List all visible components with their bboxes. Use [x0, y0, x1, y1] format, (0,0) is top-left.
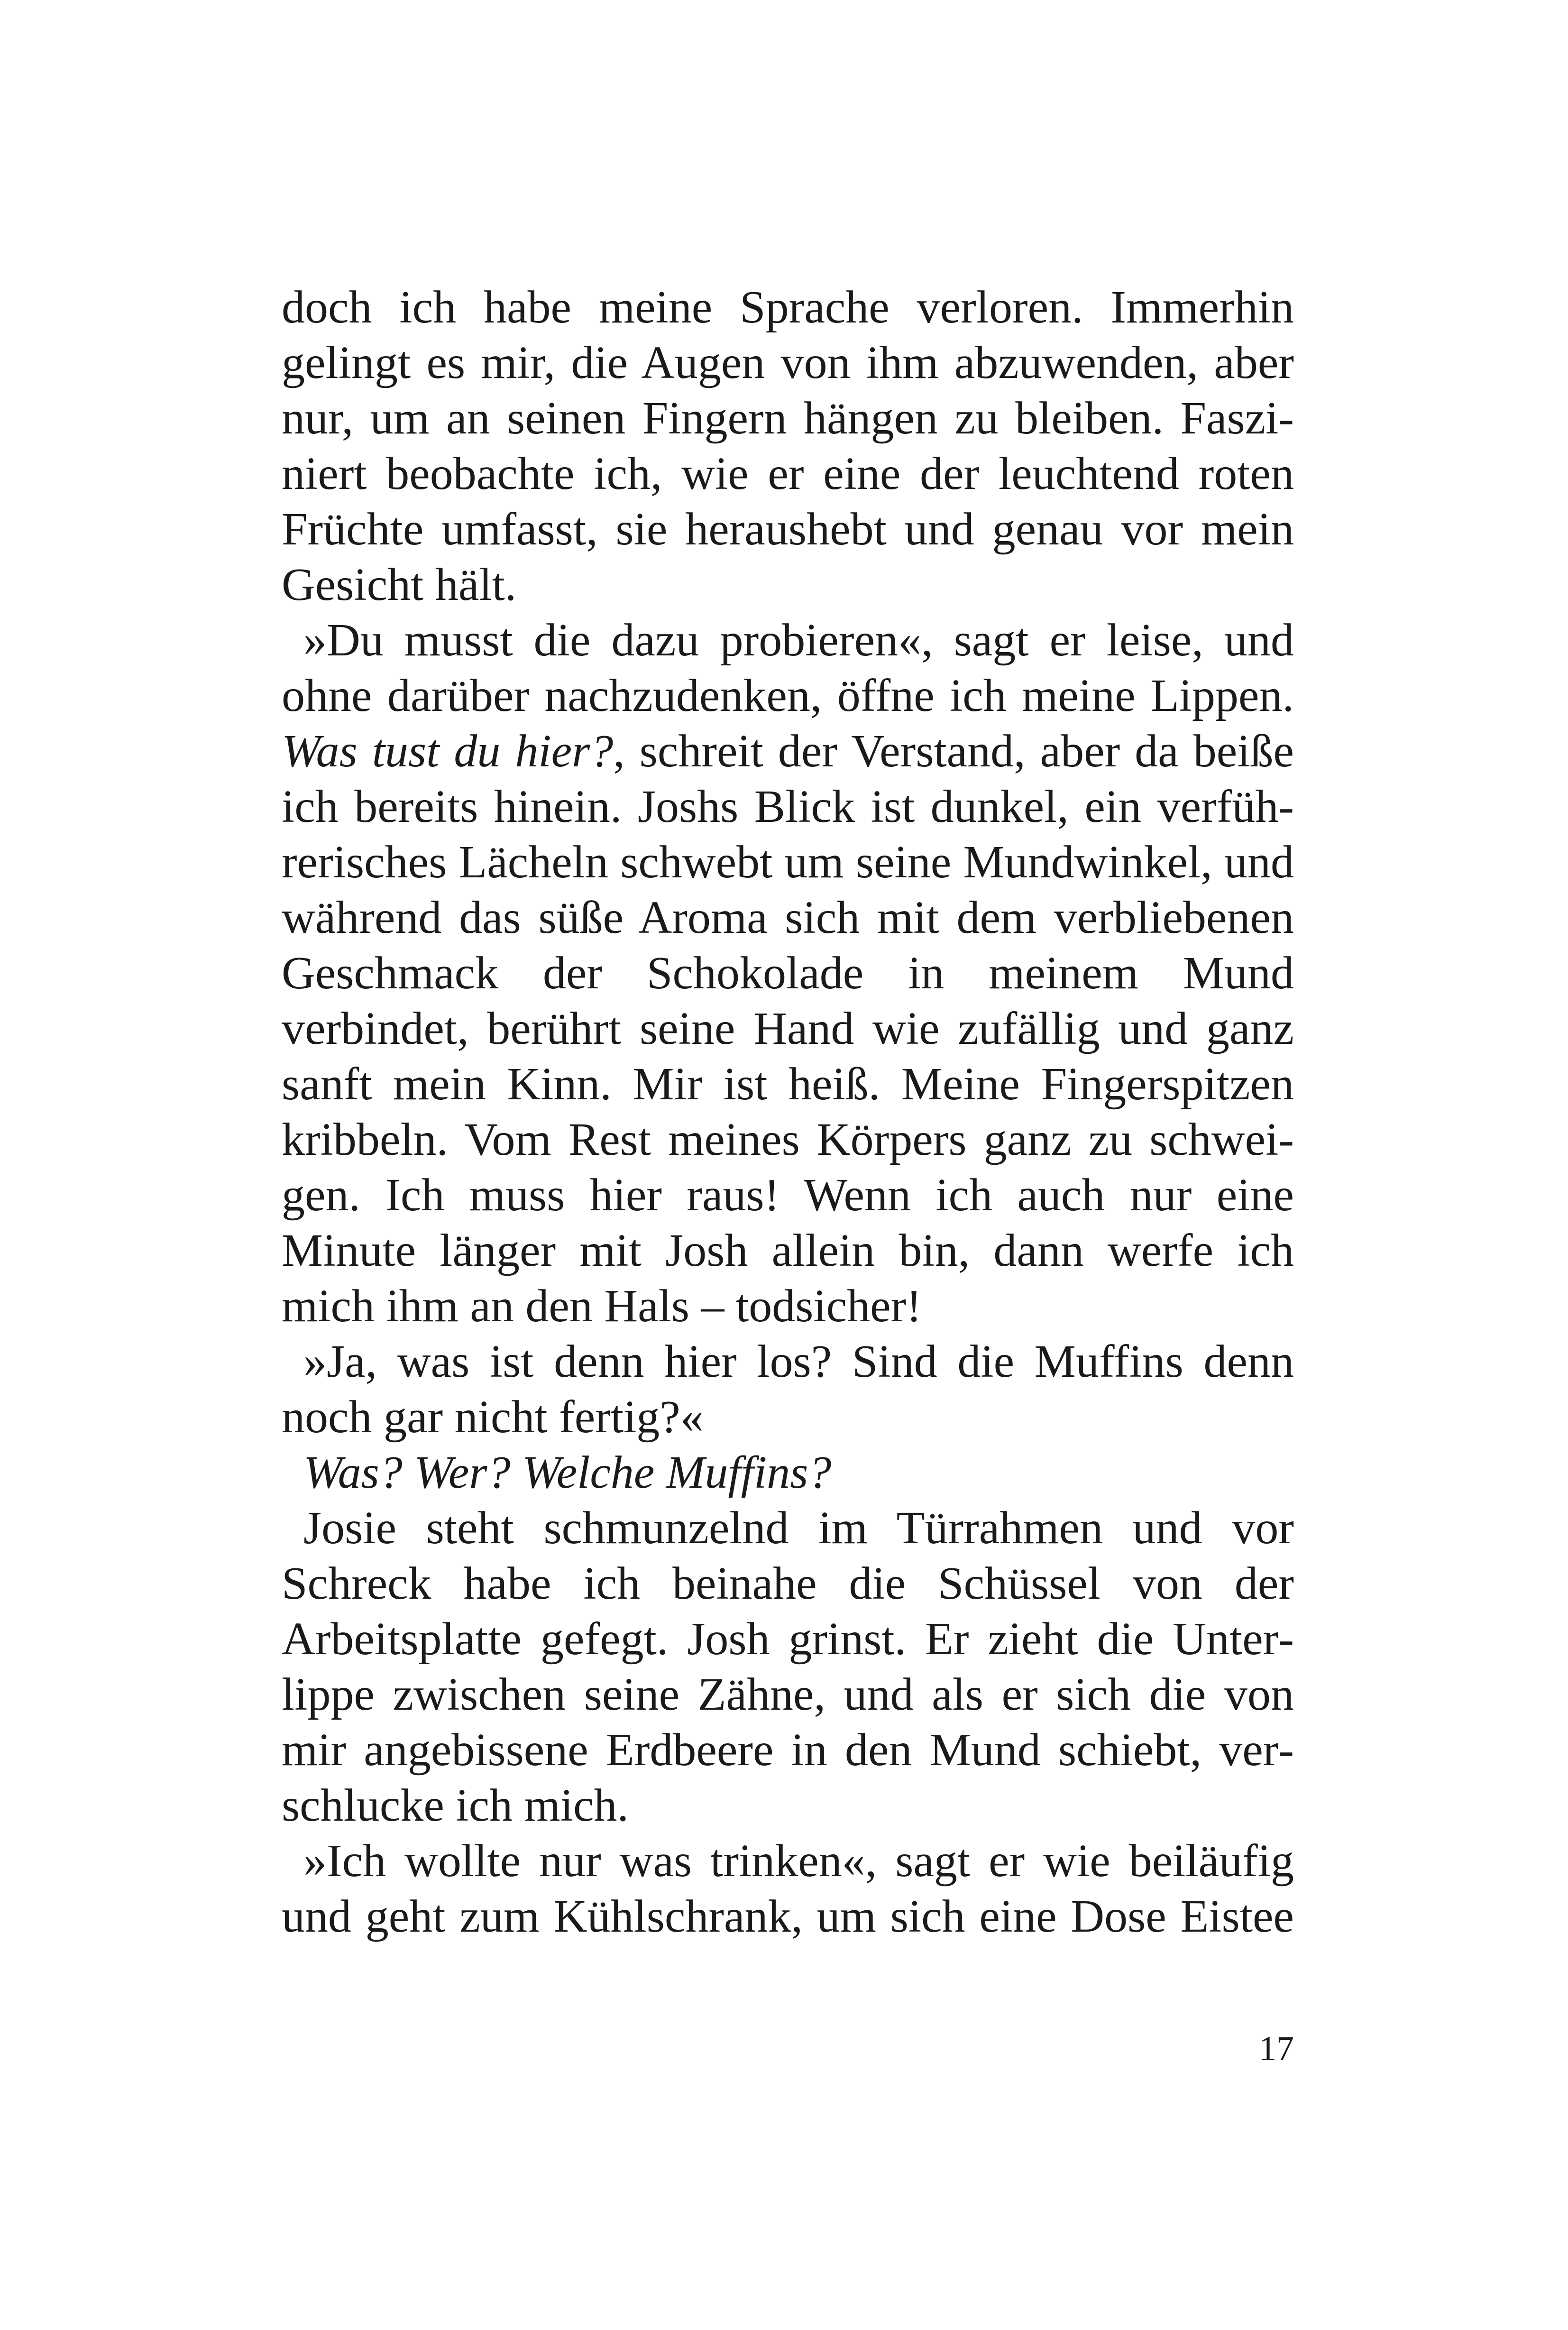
- paragraph-6: »Ich wollte nur was trinken«, sagt er wie beiläufig und geht zum Kühlschrank, um sich eine Dose Eistee: [282, 1835, 1294, 1942]
- paragraph-2-italic: Was tust du hier?: [282, 726, 614, 777]
- paragraph-2-text-b: , schreit der Verstand, aber da beiße ich bereits hinein. Joshs Blick ist dunkel, ein verführerisches Lächeln schwebt um seine Mundwinkel, und während das süße Aroma sich mit dem verbliebenen Geschmack der Schokolade in meinem Mund verbindet, berührt seine Hand wie zufällig und ganz sanft mein Kinn. Mir ist heiß. Meine Fingerspitzen kribbeln. Vom Rest meines Körpers ganz zu schweigen. Ich muss hier raus! Wenn ich auch nur eine Minute länger mit Josh allein bin, dann werfe ich mich ihm an den Hals – todsicher!: [282, 726, 1294, 1332]
- paragraph-4-italic: Was? Wer? Welche Muffins?: [303, 1447, 832, 1498]
- page-number: 17: [1259, 2029, 1294, 2068]
- body-text: [282, 280, 1294, 1944]
- paragraph-5: Josie steht schmunzelnd im Türrahmen und vor Schreck habe ich beinahe die Schüssel von der Arbeitsplatte gefegt. Josh grinst. Er zieht die Unterlippe zwischen seine Zähne, und als er sich die von mir angebissene Erdbeere in den Mund schiebt, verschlucke ich mich.: [282, 1502, 1294, 1831]
- paragraph-2: [282, 613, 1294, 1334]
- paragraph-2-text-a: »Du musst die dazu probieren«, sagt er leise, und ohne darüber nachzudenken, öffne ich meine Lippen.: [282, 615, 1294, 721]
- paragraph-3: »Ja, was ist denn hier los? Sind die Muffins denn noch gar nicht fertig?«: [282, 1336, 1294, 1443]
- paragraph-1: doch ich habe meine Sprache verloren. Immerhin gelingt es mir, die Augen von ihm abzuwenden, aber nur, um an seinen Fingern hängen zu bleiben. Fasziniert beobachte ich, wie er eine der leuchtend roten Früchte umfasst, sie heraushebt und genau vor mein Gesicht hält.: [282, 282, 1294, 610]
